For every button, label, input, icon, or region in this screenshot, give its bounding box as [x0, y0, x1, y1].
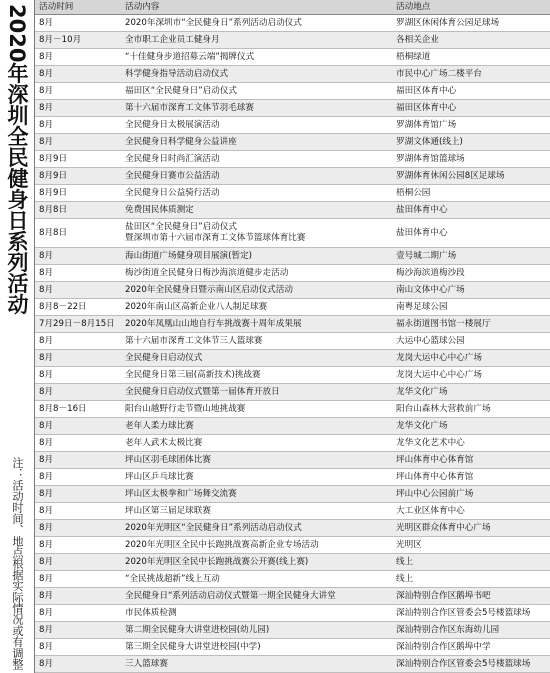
- cell-place: 深汕特别合作区鹅埠中学: [392, 639, 550, 656]
- cell-date: 8月8－16日: [35, 401, 121, 418]
- cell-content: 三人篮球赛: [121, 656, 392, 673]
- cell-place: 龙岗大运中心中心广场: [392, 367, 550, 384]
- cell-place: 线上: [392, 554, 550, 571]
- cell-date: 8月: [35, 367, 121, 384]
- cell-content: 梅沙街道全民健身日梅沙海滨道健步走活动: [121, 265, 392, 282]
- cell-date: 8月9日: [35, 185, 121, 202]
- table-row: [35, 384, 550, 401]
- table-row: [35, 134, 550, 151]
- page-title: 2020年深圳全民健身日系列活动: [5, 4, 29, 315]
- table-row: [35, 185, 550, 202]
- cell-content: 全民健身日启动仪式暨第一届体育开放日: [121, 384, 392, 401]
- cell-date: 8月: [35, 605, 121, 622]
- cell-content: 2020年全民健身日暨示南山区启动仪式活动: [121, 282, 392, 299]
- cell-date: 8月: [35, 265, 121, 282]
- cell-date: 8月: [35, 333, 121, 350]
- cell-place: 龙华文化广场: [392, 384, 550, 401]
- table-row: [35, 367, 550, 384]
- cell-place: 南粤足球公园: [392, 299, 550, 316]
- cell-content: 全民健身日“系列活动启动仪式暨第一期全民健身大讲堂: [121, 588, 392, 605]
- cell-date: 8月: [35, 435, 121, 452]
- cell-place: 福田区体育中心: [392, 83, 550, 100]
- table-row: [35, 469, 550, 486]
- table-row: [35, 622, 550, 639]
- side-panel: [0, 0, 34, 673]
- cell-date: 8月: [35, 49, 121, 66]
- cell-place: 深汕特别合作区管委会5号楼篮球场: [392, 656, 550, 673]
- cell-content: 坪山区乒乓球比赛: [121, 469, 392, 486]
- cell-content: 全民健身日赛市公益活动: [121, 168, 392, 185]
- cell-content: 全民健身日第三届(高新技术)挑战赛: [121, 367, 392, 384]
- cell-place: 光明区: [392, 537, 550, 554]
- cell-content: 2020年深圳市“全民健身日”系列活动启动仪式: [121, 15, 392, 32]
- cell-date: 8月: [35, 503, 121, 520]
- cell-date: 8月: [35, 656, 121, 673]
- table-row: [35, 117, 550, 134]
- cell-date: 8月: [35, 350, 121, 367]
- cell-date: 8月－10月: [35, 32, 121, 49]
- cell-place: 罗湖体育馆篮球场: [392, 151, 550, 168]
- cell-date: 8月: [35, 418, 121, 435]
- cell-place: 深汕特别合作区鹅埠书吧: [392, 588, 550, 605]
- cell-content: 科学健身指导活动启动仪式: [121, 66, 392, 83]
- table-row: [35, 151, 550, 168]
- cell-date: 7月29日－8月15日: [35, 316, 121, 333]
- cell-place: 龙岗大运中心中心广场: [392, 350, 550, 367]
- cell-date: 8月: [35, 248, 121, 265]
- cell-place: 市民中心广场二楼平台: [392, 66, 550, 83]
- cell-date: 8月: [35, 452, 121, 469]
- table-row: [35, 282, 550, 299]
- cell-place: 坪山体育中心体育馆: [392, 469, 550, 486]
- cell-date: 8月: [35, 282, 121, 299]
- cell-content: 2020年光明区全民中长跑挑战赛高新企业专场活动: [121, 537, 392, 554]
- table-row: [35, 605, 550, 622]
- cell-place: 罗湖文体通(线上): [392, 134, 550, 151]
- table-body: [35, 15, 550, 673]
- cell-date: 8月: [35, 15, 121, 32]
- table-row: [35, 248, 550, 265]
- table-row: [35, 554, 550, 571]
- cell-place: 罗湖体育休闲公园8区足球场: [392, 168, 550, 185]
- table-row: [35, 418, 550, 435]
- cell-date: 8月: [35, 588, 121, 605]
- table-row: [35, 168, 550, 185]
- cell-content: 福田区“全民健身日”启动仪式: [121, 83, 392, 100]
- table-row: [35, 520, 550, 537]
- cell-content: 免费国民体质测定: [121, 202, 392, 219]
- table-row: [35, 49, 550, 66]
- table-row: [35, 588, 550, 605]
- cell-date: 8月: [35, 537, 121, 554]
- cell-place: 梧桐绿道: [392, 49, 550, 66]
- table-row: [35, 350, 550, 367]
- table-header-row: [35, 0, 550, 15]
- cell-place: 阳台山森林大营救前广场: [392, 401, 550, 418]
- cell-content: 第三期全民健身大讲堂进校园(中学): [121, 639, 392, 656]
- table-row: [35, 66, 550, 83]
- cell-date: 8月: [35, 469, 121, 486]
- cell-content: 老年人柔力球比赛: [121, 418, 392, 435]
- cell-place: 光明区群众体育中心广场: [392, 520, 550, 537]
- schedule-table-wrap: [34, 0, 550, 673]
- table-row: [35, 537, 550, 554]
- cell-content: 全民健身日科学健身公益讲座: [121, 134, 392, 151]
- cell-date: 8月8日: [35, 219, 121, 248]
- table-row: [35, 83, 550, 100]
- table-row: [35, 15, 550, 32]
- cell-content: 2020年光明区“全民健身日”系列活动启动仪式: [121, 520, 392, 537]
- cell-date: 8月: [35, 486, 121, 503]
- cell-place: 罗湖体育馆广场: [392, 117, 550, 134]
- cell-place: 龙华文化广场: [392, 418, 550, 435]
- table-row: [35, 32, 550, 49]
- cell-place: 线上: [392, 571, 550, 588]
- cell-place: 壹号城二期广场: [392, 248, 550, 265]
- cell-content: “全民挑战超新”线上互动: [121, 571, 392, 588]
- cell-date: 8月: [35, 100, 121, 117]
- cell-date: 8月: [35, 622, 121, 639]
- cell-place: 福永街道图书馆一楼展厅: [392, 316, 550, 333]
- cell-date: 8月9日: [35, 151, 121, 168]
- cell-place: 各相关企业: [392, 32, 550, 49]
- cell-date: 8月: [35, 639, 121, 656]
- table-row: [35, 639, 550, 656]
- cell-content: 第十六届市深育工文体节三人篮球赛: [121, 333, 392, 350]
- cell-content: 海山街道广场健身项目展演(暂定): [121, 248, 392, 265]
- table-row: [35, 100, 550, 117]
- cell-content: 盐田区“全民健身日”启动仪式 暨深圳市第十六届市深育工文体节篮球体育比赛: [121, 219, 392, 248]
- cell-content: 全民健身日时尚汇演活动: [121, 151, 392, 168]
- header-place: 活动地点: [392, 0, 550, 15]
- table-row: [35, 435, 550, 452]
- cell-place: 深汕特别合作区东海幼儿园: [392, 622, 550, 639]
- adjustment-note: 注：活动时间、地点根据实际情况或有调整: [11, 457, 24, 670]
- cell-date: 8月: [35, 134, 121, 151]
- cell-place: 盐田体育中心: [392, 219, 550, 248]
- cell-date: 8月: [35, 520, 121, 537]
- cell-content: “十佳健身步道招募云端”揭牌仪式: [121, 49, 392, 66]
- cell-content: 坪山区第三届足球联赛: [121, 503, 392, 520]
- cell-content: 第二期全民健身大讲堂进校园(幼儿园): [121, 622, 392, 639]
- cell-place: 罗湖区休闲体育公园足球场: [392, 15, 550, 32]
- cell-place: 坪山中心公园前广场: [392, 486, 550, 503]
- cell-date: 8月: [35, 571, 121, 588]
- cell-place: 梧桐公园: [392, 185, 550, 202]
- header-content: 活动内容: [121, 0, 392, 15]
- table-row: [35, 265, 550, 282]
- cell-date: 8月8－22日: [35, 299, 121, 316]
- table-row: [35, 656, 550, 673]
- cell-place: 深汕特别合作区管委会5号楼篮球场: [392, 605, 550, 622]
- cell-content: 老年人武术太极比赛: [121, 435, 392, 452]
- cell-date: 8月8日: [35, 202, 121, 219]
- cell-place: 龙华文化艺术中心: [392, 435, 550, 452]
- table-row: [35, 333, 550, 350]
- schedule-table: [35, 0, 550, 673]
- cell-place: 盐田体育中心: [392, 202, 550, 219]
- cell-content: 全民健身日启动仪式: [121, 350, 392, 367]
- cell-date: 8月: [35, 66, 121, 83]
- cell-content: 全市职工企业员工健身月: [121, 32, 392, 49]
- cell-content: 2020年凤凰山山地自行车挑战赛十周年成果展: [121, 316, 392, 333]
- table-row: [35, 401, 550, 418]
- table-row: [35, 503, 550, 520]
- cell-date: 8月: [35, 83, 121, 100]
- cell-content: 2020年南山区高新企业八人制足球赛: [121, 299, 392, 316]
- table-row: [35, 219, 550, 248]
- cell-content: 第十六届市深育工文体节羽毛球赛: [121, 100, 392, 117]
- cell-place: 大运中心篮球公园: [392, 333, 550, 350]
- cell-date: 8月9日: [35, 168, 121, 185]
- cell-date: 8月: [35, 117, 121, 134]
- cell-content: 坪山区太极拳和广场舞交流赛: [121, 486, 392, 503]
- table-row: [35, 202, 550, 219]
- cell-content: 坪山区羽毛球团体比赛: [121, 452, 392, 469]
- table-row: [35, 316, 550, 333]
- cell-place: 福田区体育中心: [392, 100, 550, 117]
- cell-place: 坪山体育中心体育馆: [392, 452, 550, 469]
- cell-place: 大工业区体育中心: [392, 503, 550, 520]
- table-row: [35, 486, 550, 503]
- table-row: [35, 452, 550, 469]
- cell-content: 阳台山越野行走节暨山地挑战赛: [121, 401, 392, 418]
- cell-date: 8月: [35, 384, 121, 401]
- header-date: 活动时间: [35, 0, 121, 15]
- table-row: [35, 299, 550, 316]
- cell-place: 南山文体中心广场: [392, 282, 550, 299]
- table-row: [35, 571, 550, 588]
- cell-date: 8月: [35, 554, 121, 571]
- cell-place: 梅沙海滨道梅沙段: [392, 265, 550, 282]
- cell-content: 全民健身日公益骑行活动: [121, 185, 392, 202]
- cell-content: 2020年光明区全民中长跑挑战赛公开赛(线上赛): [121, 554, 392, 571]
- cell-content: 全民健身日太极展演活动: [121, 117, 392, 134]
- cell-content: 市民体质检测: [121, 605, 392, 622]
